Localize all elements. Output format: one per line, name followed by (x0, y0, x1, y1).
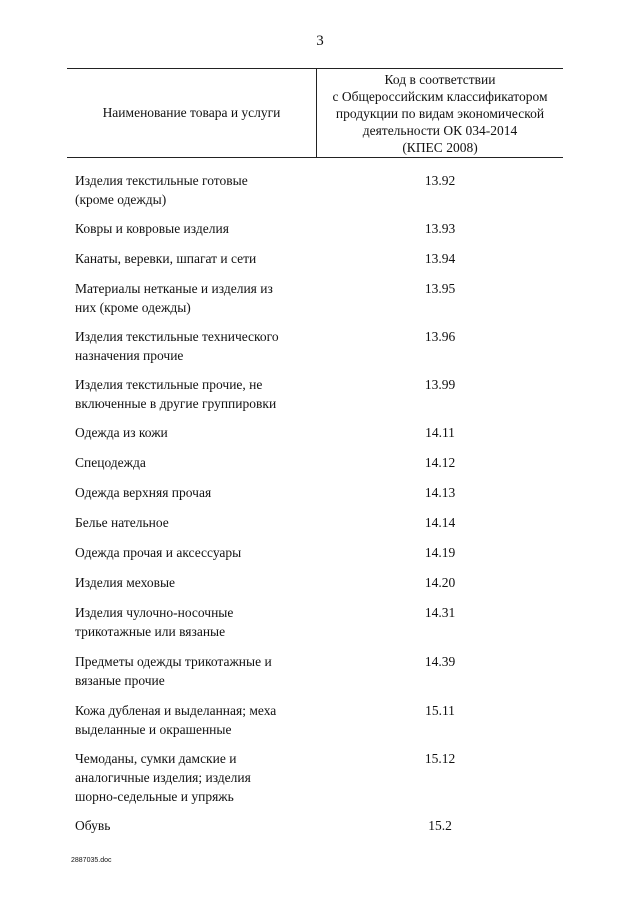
row-name-line: включенные в другие группировки (75, 396, 277, 411)
row-name-line: трикотажные или вязаные (75, 624, 226, 639)
row-name (75, 279, 315, 317)
row-name-line: Изделия чулочно-носочные (75, 605, 234, 620)
row-name-line: Канаты, веревки, шпагат и сети (75, 251, 257, 266)
header-code-line: продукции по видам экономической (335, 105, 545, 121)
footer-filename: 2887035.doc (71, 857, 112, 864)
header-code-line: (КПЕС 2008) (402, 139, 478, 155)
row-name (75, 249, 315, 268)
row-name (75, 513, 315, 532)
row-name (75, 171, 315, 209)
row-name-line: них (кроме одежды) (75, 300, 191, 315)
row-name-line: Обувь (75, 818, 111, 833)
row-code: 15.12 (424, 751, 456, 766)
row-name (75, 375, 315, 413)
row-name-line: (кроме одежды) (75, 192, 167, 207)
row-name-line: Ковры и ковровые изделия (75, 221, 229, 236)
row-name-line: Кожа дубленая и выделанная; меха (75, 703, 277, 718)
row-code: 14.14 (424, 515, 456, 530)
row-name (75, 423, 315, 442)
header-name-column: Наименование товара и услуги (102, 105, 281, 120)
row-name (75, 749, 315, 806)
row-code: 14.11 (425, 425, 455, 440)
row-code: 13.99 (424, 377, 456, 392)
row-name-line: шорно-седельные и упряжь (75, 789, 234, 804)
header-code-line: с Общероссийским классификатором (332, 88, 548, 104)
row-name (75, 453, 315, 472)
row-name-line: Спецодежда (75, 455, 146, 470)
row-name-line: Одежда верхняя прочая (75, 485, 212, 500)
row-name-line: Одежда из кожи (75, 425, 168, 440)
row-name (75, 219, 315, 238)
row-name-line: Чемоданы, сумки дамские и (75, 751, 237, 766)
row-code: 15.2 (428, 818, 452, 833)
row-name-line: Изделия текстильные технического (75, 329, 279, 344)
row-name-line: аналогичные изделия; изделия (75, 770, 251, 785)
row-code: 14.31 (424, 605, 456, 620)
row-name (75, 816, 315, 835)
row-name (75, 603, 315, 641)
row-code: 14.13 (424, 485, 456, 500)
row-name-line: Белье нательное (75, 515, 169, 530)
row-code: 14.19 (424, 545, 456, 560)
header-code-line: Код в соответствии (384, 71, 496, 87)
header-code-line: деятельности ОК 034-2014 (362, 122, 518, 138)
row-name (75, 652, 315, 690)
row-code: 13.92 (424, 173, 456, 188)
row-name (75, 701, 315, 739)
row-name-line: назначения прочие (75, 348, 184, 363)
row-code: 13.93 (424, 221, 456, 236)
page-number: 3 (316, 33, 324, 49)
row-name-line: Одежда прочая и аксессуары (75, 545, 242, 560)
row-code: 13.96 (424, 329, 456, 344)
row-name-line: вязаные прочие (75, 673, 165, 688)
row-name-line: Изделия текстильные готовые (75, 173, 248, 188)
row-code: 13.94 (424, 251, 456, 266)
row-name-line: Материалы нетканые и изделия из (75, 281, 273, 296)
row-name-line: Изделия текстильные прочие, не (75, 377, 263, 392)
row-code: 14.39 (424, 654, 456, 669)
row-name-line: выделанные и окрашенные (75, 722, 232, 737)
row-code: 14.20 (424, 575, 456, 590)
row-name (75, 483, 315, 502)
row-name-line: Предметы одежды трикотажные и (75, 654, 272, 669)
row-code: 15.11 (425, 703, 455, 718)
row-name (75, 327, 315, 365)
table-header (67, 68, 563, 158)
row-code: 14.12 (424, 455, 456, 470)
row-code: 13.95 (424, 281, 456, 296)
row-name (75, 543, 315, 562)
header-code-column (317, 69, 563, 157)
row-name (75, 573, 315, 592)
row-name-line: Изделия меховые (75, 575, 176, 590)
